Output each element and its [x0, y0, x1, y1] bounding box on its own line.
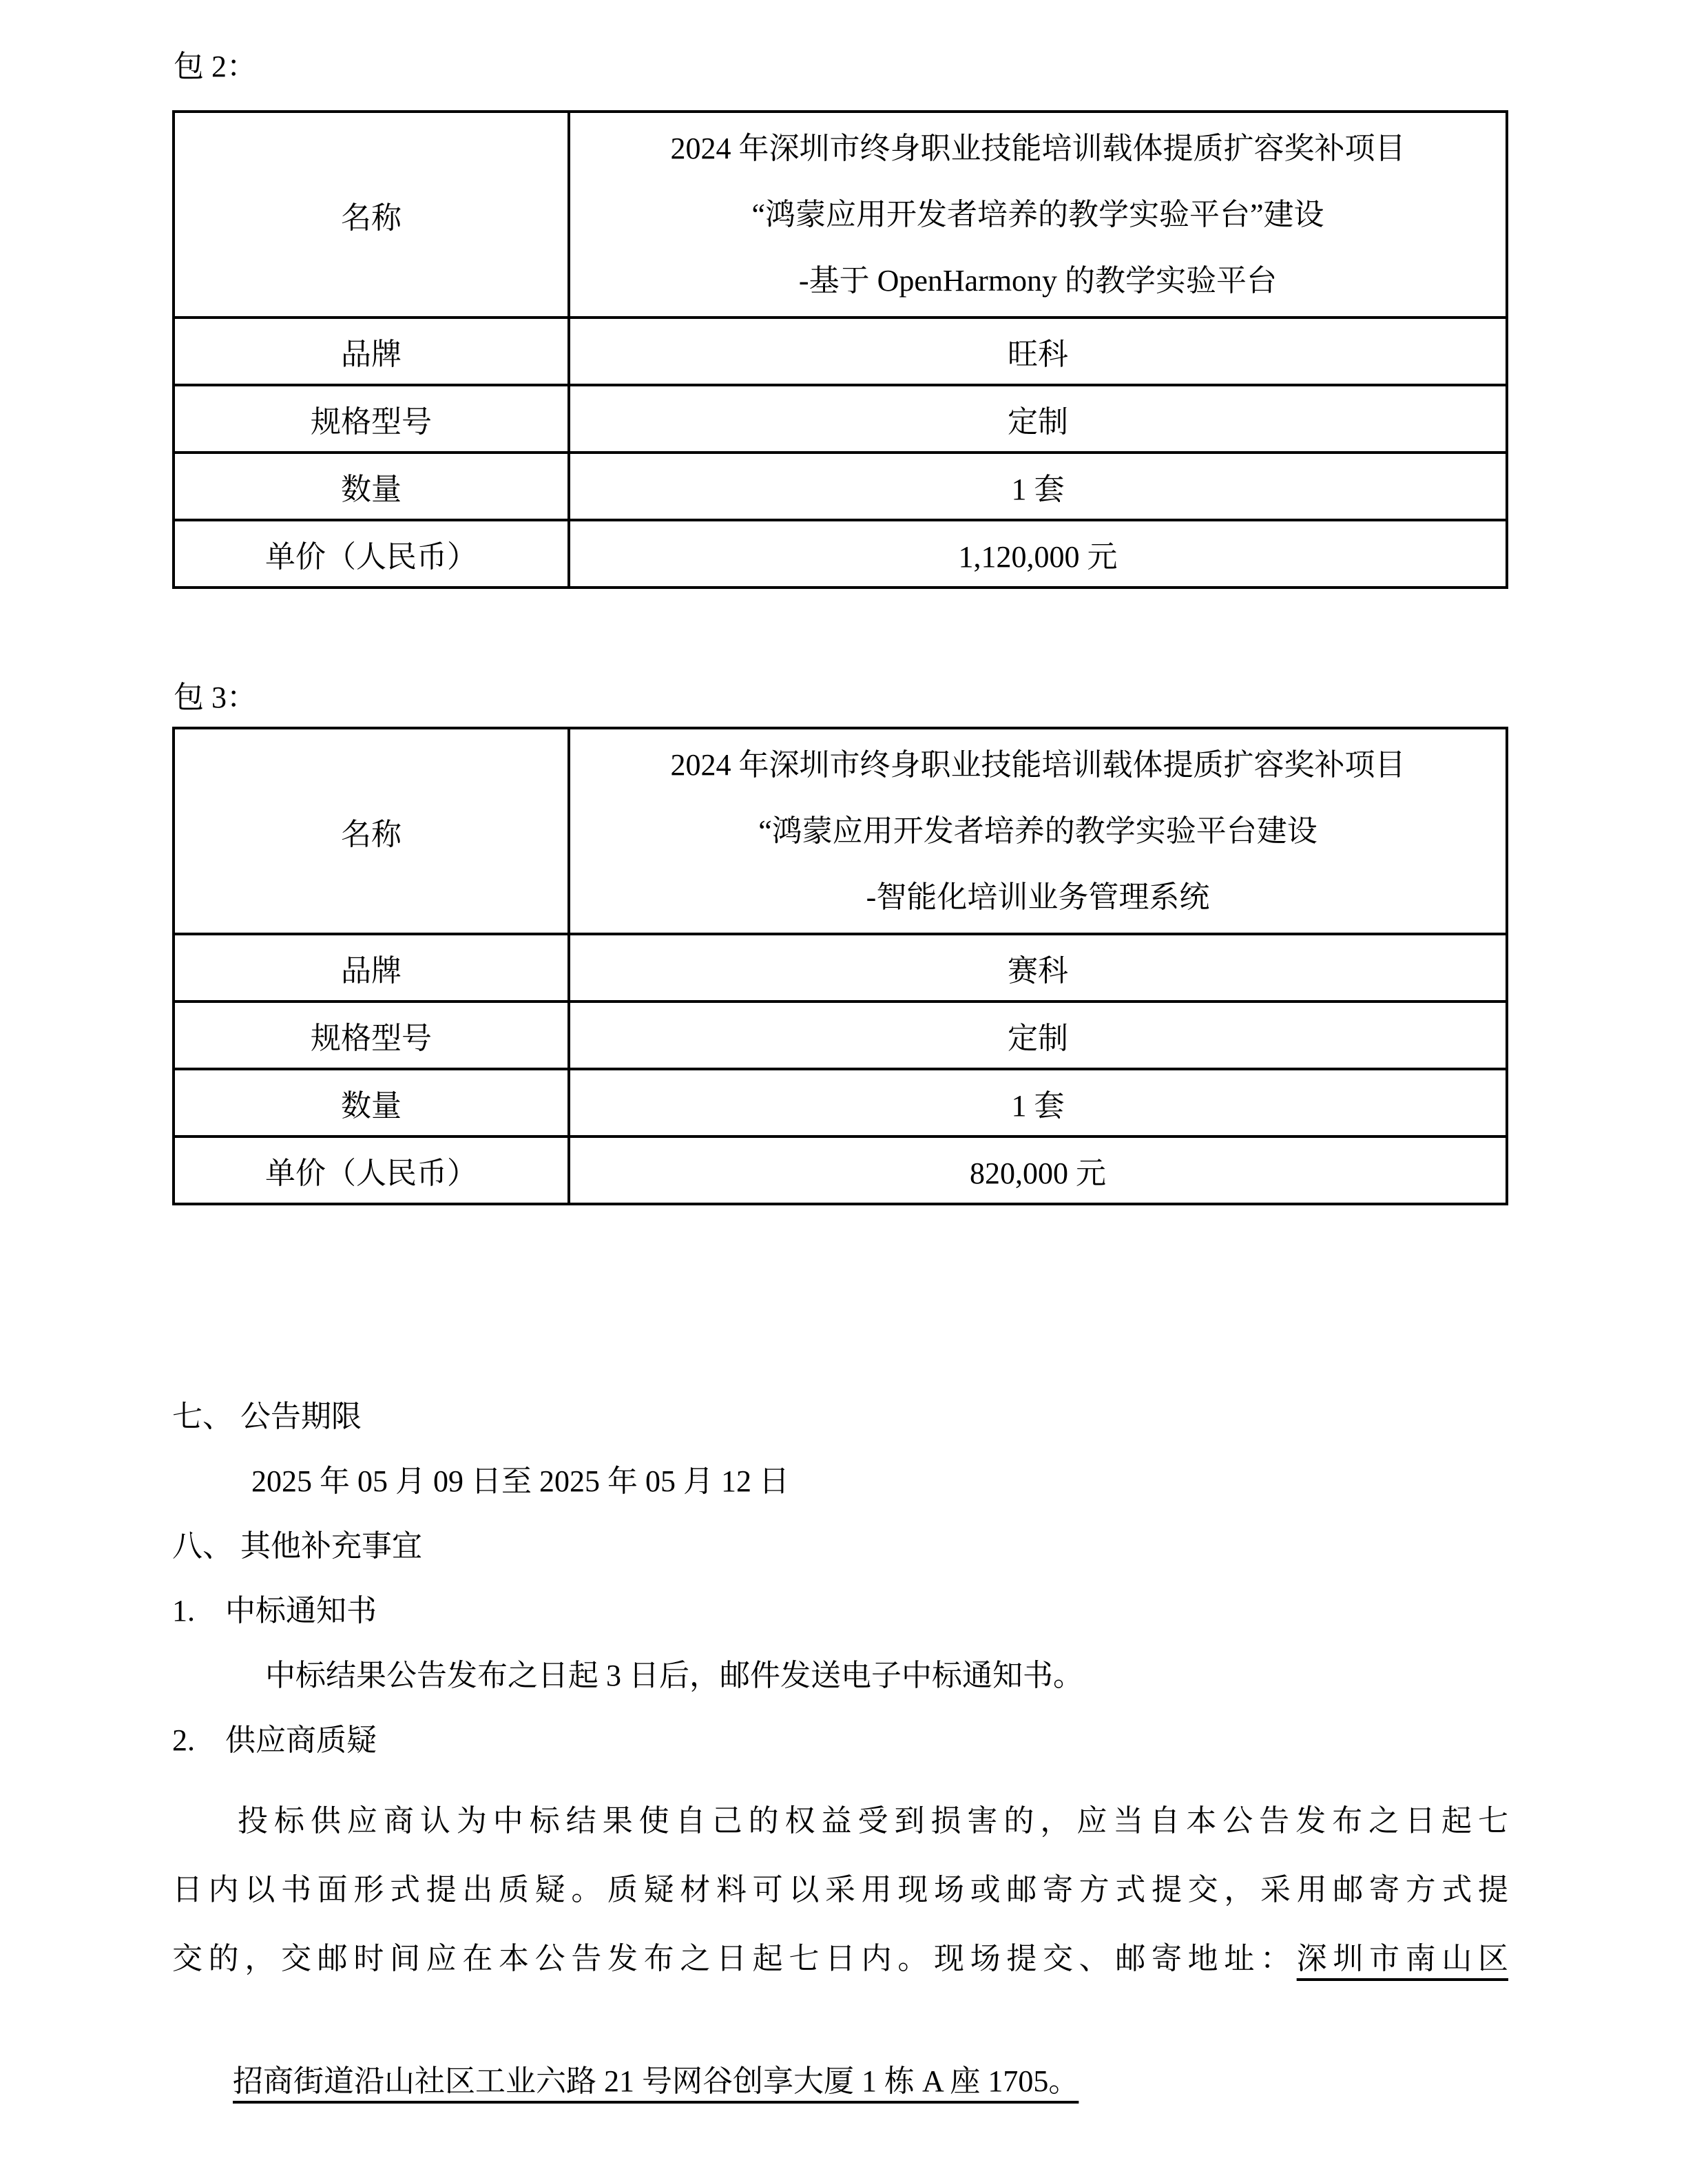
submission-address-part-2: 招商街道沿山社区工业六路 21 号网谷创享大厦 1 栋 A 座 1705。 — [233, 2064, 1079, 2098]
package-2-table — [172, 110, 1508, 589]
package-2-name-line-2: “鸿蒙应用开发者培养的教学实验平台”建设 — [751, 197, 1324, 231]
dispute-line-3-text: 交的，交邮时间应在本公告发布之日起七日内。现场提交、邮寄地址： — [172, 1942, 1297, 1975]
announcement-text-block — [172, 1384, 1508, 2169]
package-3-price-row — [174, 1137, 1507, 1204]
package-2-name-row — [174, 112, 1507, 318]
row-value: 定制 — [569, 385, 1507, 453]
package-2-name-value-cell — [569, 112, 1507, 318]
package-2-price-row — [174, 520, 1507, 588]
package-2-name-line-1: 2024 年深圳市终身职业技能培训载体提质扩容奖补项目 — [670, 131, 1406, 165]
row-value: 1 套 — [569, 1069, 1507, 1137]
package-2-name-line-3: -基于 OpenHarmony 的教学实验平台 — [798, 263, 1278, 298]
row-label: 单价（人民币） — [174, 1137, 569, 1204]
row-label: 数量 — [174, 453, 569, 520]
submission-address-part-1: 深圳市南山区 — [1296, 1942, 1509, 1975]
package-2-brand-row — [174, 318, 1507, 385]
package-2-label: 包 2： — [174, 50, 257, 83]
package-3-table — [172, 727, 1508, 1205]
dispute-paragraph — [172, 1787, 1508, 2169]
dispute-line-3 — [172, 1924, 1508, 1993]
row-value: 赛科 — [569, 934, 1507, 1002]
row-label: 规格型号 — [174, 1002, 569, 1069]
row-value: 1,120,000 元 — [569, 520, 1507, 588]
package-2-quantity-row — [174, 453, 1507, 520]
row-label: 品牌 — [174, 318, 569, 385]
row-value: 820,000 元 — [569, 1137, 1507, 1204]
row-label: 品牌 — [174, 934, 569, 1002]
item-2-title: 2. 供应商质疑 — [172, 1723, 377, 1757]
item-1-title: 1. 中标通知书 — [172, 1594, 377, 1628]
package-3-name-row — [174, 728, 1507, 934]
package-3-spec-row — [174, 1002, 1507, 1069]
package-3-brand-row — [174, 934, 1507, 1002]
row-value: 旺科 — [569, 318, 1507, 385]
package-3-name-label-cell: 名称 — [174, 728, 569, 934]
package-2-spec-row — [174, 385, 1507, 453]
dispute-line-4 — [172, 1993, 1508, 2169]
row-value: 定制 — [569, 1002, 1507, 1069]
section-7-heading: 七、 公告期限 — [172, 1400, 362, 1433]
row-label: 数量 — [174, 1069, 569, 1137]
package-3-name-value-cell — [569, 728, 1507, 934]
section-8-heading: 八、 其他补充事宜 — [172, 1529, 422, 1563]
item-1-body: 中标结果公告发布之日起 3 日后，邮件发送电子中标通知书。 — [265, 1659, 1083, 1692]
package-2-name-label-cell: 名称 — [174, 112, 569, 318]
package-3-name-line-2: “鸿蒙应用开发者培养的教学实验平台建设 — [758, 813, 1318, 848]
dispute-line-1-text: 投标供应商认为中标结果使自己的权益受到损害的，应当自本公告发布之日起七 — [238, 1804, 1508, 1838]
dispute-line-1 — [172, 1787, 1508, 1856]
row-label: 规格型号 — [174, 385, 569, 453]
row-label: 单价（人民币） — [174, 520, 569, 588]
announcement-date-range: 2025 年 05 月 09 日至 2025 年 05 月 12 日 — [251, 1464, 789, 1498]
dispute-line-2 — [172, 1856, 1508, 1924]
package-3-label: 包 3： — [174, 681, 257, 714]
package-3-quantity-row — [174, 1069, 1507, 1137]
package-3-name-line-3: -智能化培训业务管理系统 — [866, 880, 1210, 914]
dispute-line-2-text: 日内以书面形式提出质疑。质疑材料可以采用现场或邮寄方式提交，采用邮寄方式提 — [172, 1873, 1508, 1907]
package-3-name-line-1: 2024 年深圳市终身职业技能培训载体提质扩容奖补项目 — [670, 747, 1406, 782]
row-value: 1 套 — [569, 453, 1507, 520]
